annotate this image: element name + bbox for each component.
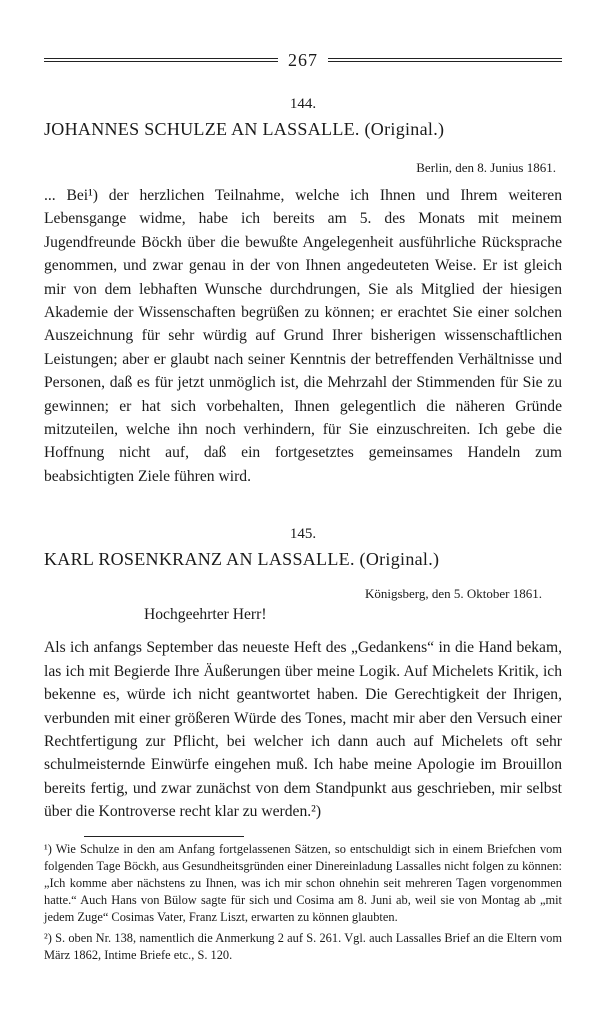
letter-144-number: 144. (289, 96, 317, 112)
footnote-rule (84, 836, 244, 837)
letter-145-number: 145. (289, 526, 317, 543)
letter-145-title: KARL ROSENKRANZ AN LASSALLE. (Original.) (44, 549, 440, 570)
header-rule-left (44, 58, 278, 62)
header-rule-right (328, 58, 562, 62)
footnote-2: ²) S. oben Nr. 138, namentlich die Anmerkung 2 auf S. 261. Vgl. auch Lassalles Brief an die Eltern vom März 1862, Intime Briefe etc., S. 120. (44, 930, 562, 962)
letter-145-body: Als ich anfangs September das neueste Heft des „Gedankens“ in die Hand bekam, las ich mit Begierde Ihre Äußerungen über meine Logik. Auf Michelets Kritik, ich bekenne es, würde ich nicht geantwortet haben. Die Gerechtigkeit der Ihrigen, verbunden mit einer größeren Würde des Tones, macht mir aber den Versuch einer Rechtfertigung zur Pflicht, bei welcher ich dann auch auf Michelets oft sehr schulmeisternde Einwürfe eingehen muß. Ich habe meine Apologie im Brouillon bereits fertig, und zwar zunächst von dem Standpunkt aus geschrieben, mir selbst über die Kontroverse recht klar zu werden.²) (44, 639, 562, 821)
letter-144-title: JOHANNES SCHULZE AN LASSALLE. (Original.) (44, 119, 445, 139)
page-header (44, 40, 562, 80)
footnote-1: ¹) Wie Schulze in den am Anfang fortgelassenen Sätzen, so entschuldigt sich in einem Briefchen vom folgenden Tage Böckh, aus Gesundheitsgründen einer Dinereinladung Lassalles nicht folgen zu können: „Ich komme aber nächstens zu Ihnen, was ich mir schon ohnehin seit mehreren Tagen vorgenommen hatte.“ Auch Hans von Bülow sagte für sich und Cosima am 8. Juni ab, weil sie von Montag ab „mit jedem Zuge“ Cosimas Vater, Franz Liszt, erwarten zu können glaubten. (44, 841, 562, 925)
book-page (44, 40, 562, 964)
letter-144-place-date: Berlin, den 8. Junius 1861. (416, 160, 556, 175)
letter-144-body: ... Bei¹) der herzlichen Teilnahme, welche ich Ihnen und Ihrem weiteren Lebensgange widme, habe ich bereits am 5. des Monats mit meinem Jugendfreunde Böckh über die bewußte Angelegenheit ausführliche Rücksprache genommen, und zwar genau in der von Ihnen angedeuteten Weise. Er ist gleich mir von dem lebhaften Wunsche durchdrungen, Sie als Mitglied der hiesigen Akademie der Wissenschaften begrüßen zu können; er erachtet Sie einer solchen Auszeichnung für sehr würdig auf Grund Ihrer bisherigen wissenschaftlichen Leistungen; aber er glaubt nach seiner Kenntnis der betreffenden Verhältnisse und Personen, daß es für jetzt unmöglich ist, die Mehrzahl der Stimmenden für Sie zu gewinnen; er hat sich vorbehalten, Ihnen gelegentlich die näheren Gründe mitzuteilen, welche ihn noch verhindern, für Sie einzuschreiten. Ich gebe die Hoffnung nicht auf, daß ein fortgesetztes gemeinsames Handeln zum beabsichtigten Ziele führen wird. (44, 187, 562, 485)
page-number: 267 (288, 49, 318, 70)
letter-145-place-date: Königsberg, den 5. Oktober 1861. (364, 586, 542, 602)
letter-145-salutation: Hochgeehrter Herr! (144, 606, 267, 624)
